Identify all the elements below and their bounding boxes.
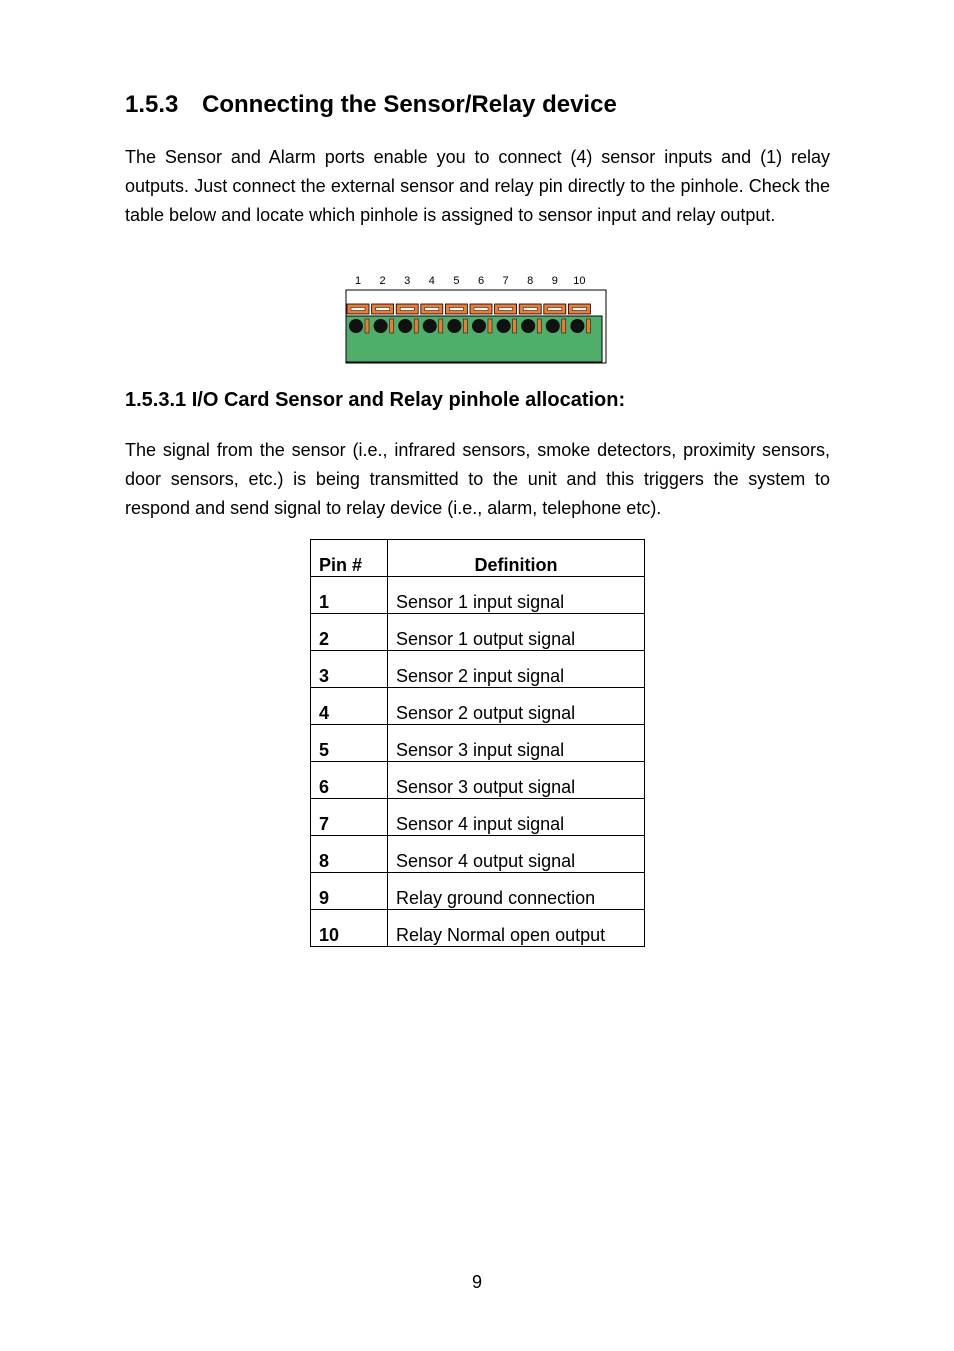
pinhole	[546, 319, 560, 333]
screw-tab	[513, 319, 517, 333]
screw-tab	[562, 319, 566, 333]
screw-tab	[586, 319, 590, 333]
definition-cell: Sensor 4 output signal	[388, 836, 645, 873]
table-row	[311, 762, 645, 799]
pin-label: 6	[477, 275, 485, 287]
signal-paragraph: The signal from the sensor (i.e., infrared sensors, smoke detectors, proximity sensors, door sensors, etc.) is being transmitted to the unit and this triggers the system to respond and send signal to relay device (i.e., alarm, telephone etc).	[125, 440, 830, 518]
pin-label: 9	[551, 275, 558, 287]
intro-paragraph: The Sensor and Alarm ports enable you to connect (4) sensor inputs and (1) relay outputs. Just connect the external sensor and relay pin directly to the pinhole. Check the table below and locate which pinhole is assigned to sensor input and relay output.	[125, 147, 830, 225]
definition-cell: Sensor 2 input signal	[388, 651, 645, 688]
definition-cell: Sensor 3 output signal	[388, 762, 645, 799]
pin-label: 3	[404, 275, 411, 287]
header-pin: Pin #	[311, 540, 388, 577]
table-row	[311, 577, 645, 614]
pinhole	[423, 319, 437, 333]
pin-cell: 8	[311, 836, 388, 873]
table-row	[311, 614, 645, 651]
definition-cell: Sensor 1 input signal	[388, 577, 645, 614]
screw-tab	[439, 319, 443, 333]
screw-tab	[463, 319, 467, 333]
pin-cell: 2	[311, 614, 388, 651]
pinhole	[570, 319, 584, 333]
page-number: 9	[471, 1272, 482, 1292]
screw-tab	[488, 319, 492, 333]
table-row	[311, 651, 645, 688]
pin-label: 8	[527, 275, 534, 287]
definition-cell: Relay ground connection	[388, 873, 645, 910]
section-title: Connecting the Sensor/Relay device	[202, 91, 617, 118]
clip-slot	[400, 308, 414, 311]
definition-cell: Sensor 4 input signal	[388, 799, 645, 836]
screw-tab	[390, 319, 394, 333]
definition-cell: Sensor 3 input signal	[388, 725, 645, 762]
screw-tab	[537, 319, 541, 333]
table-header-row	[311, 540, 645, 577]
pin-cell: 3	[311, 651, 388, 688]
clip-slot	[548, 308, 562, 311]
pinhole	[398, 319, 412, 333]
pin-cell: 7	[311, 799, 388, 836]
definition-cell: Relay Normal open output	[388, 910, 645, 947]
table-row	[311, 688, 645, 725]
pin-label: 5	[453, 275, 460, 287]
clip-slot	[351, 308, 365, 311]
clip-slot	[376, 308, 390, 311]
definition-cell: Sensor 2 output signal	[388, 688, 645, 725]
clip-slot	[449, 308, 463, 311]
pinhole	[472, 319, 486, 333]
definition-cell: Sensor 1 output signal	[388, 614, 645, 651]
clip-slot	[425, 308, 439, 311]
clip-slot	[523, 308, 537, 311]
table-row	[311, 836, 645, 873]
table-row	[311, 873, 645, 910]
pin-label: 4	[428, 275, 435, 287]
clip-slot	[499, 308, 513, 311]
pin-allocation-table	[310, 539, 645, 947]
pin-label: 7	[502, 275, 509, 287]
pin-cell: 10	[311, 910, 388, 947]
table-body	[311, 577, 645, 947]
pinhole	[521, 319, 535, 333]
pinhole	[349, 319, 363, 333]
pin-label: 1	[354, 275, 362, 287]
pin-cell: 1	[311, 577, 388, 614]
pin-label: 2	[379, 275, 386, 287]
header-definition: Definition	[388, 540, 645, 577]
pinhole	[374, 319, 388, 333]
pinhole	[497, 319, 511, 333]
clip-slot	[572, 308, 586, 311]
screw-tab	[414, 319, 418, 333]
section-number: 1.5.3	[125, 91, 179, 118]
pin-label: 10	[573, 275, 586, 287]
pin-cell: 5	[311, 725, 388, 762]
pin-label-group	[355, 275, 586, 287]
pin-cell: 6	[311, 762, 388, 799]
subsection-heading: 1.5.3.1 I/O Card Sensor and Relay pinhole allocation:	[125, 389, 626, 411]
screw-tab	[365, 319, 369, 333]
section-heading	[125, 90, 617, 120]
pin-cell: 9	[311, 873, 388, 910]
pin-cell: 4	[311, 688, 388, 725]
table-row	[311, 799, 645, 836]
terminal-block-diagram	[340, 268, 610, 366]
table-row	[311, 910, 645, 947]
clip-slot	[474, 308, 488, 311]
table-row	[311, 725, 645, 762]
pinhole	[447, 319, 461, 333]
